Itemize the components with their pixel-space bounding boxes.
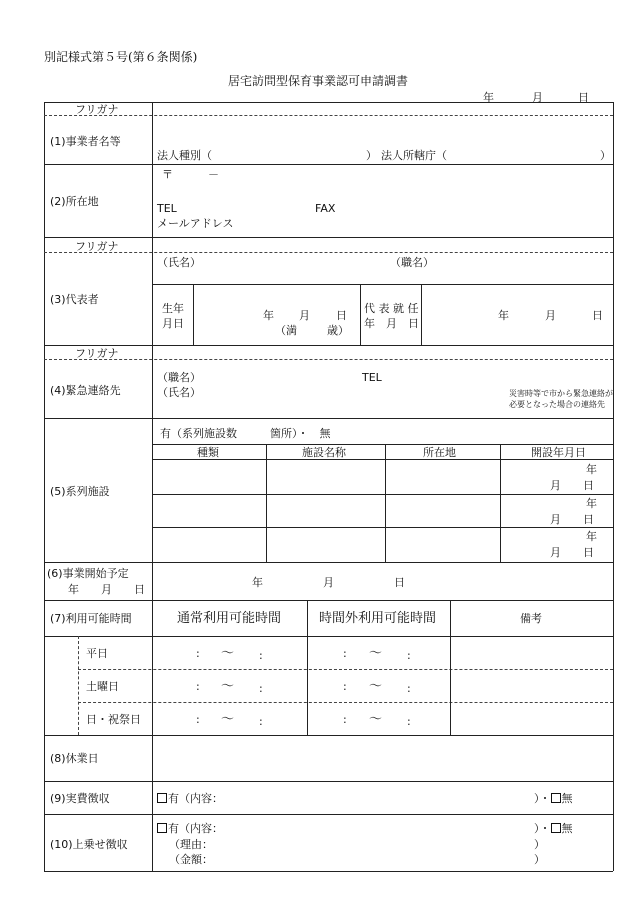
emergency-note-2: 必要となった場合の連絡先 — [509, 400, 605, 409]
row1-bottom — [44, 164, 613, 165]
row3-bottom — [44, 345, 613, 346]
actual-cost-no-label: 無 — [561, 792, 573, 805]
furigana-label-1: フリガナ — [75, 103, 119, 116]
emergency-note-1: 災害時等で市から緊急連絡が — [509, 389, 613, 398]
actual-cost-yes-label: 有（内容： — [168, 792, 223, 805]
row7-col-divider-1 — [307, 600, 308, 735]
appointed-month: 月 — [545, 309, 556, 322]
row2-bottom — [44, 237, 613, 238]
postal-mark: 〒 — [162, 168, 173, 181]
table-left-border — [44, 102, 45, 871]
row5-header-bottom — [152, 459, 613, 460]
corp-type-close: ） — [366, 149, 377, 162]
holiday-overtime-tilde: 〜 — [369, 712, 383, 727]
saturday-overtime-tilde: 〜 — [369, 679, 383, 694]
row4-bottom — [44, 418, 613, 419]
weekday-normal-tilde: 〜 — [221, 646, 235, 661]
row8-bottom — [44, 781, 613, 782]
table-right-border — [613, 102, 614, 871]
actual-cost-yes-checkbox[interactable] — [157, 793, 167, 803]
appointed-year: 年 — [498, 309, 509, 322]
birth-month: 月 — [299, 309, 310, 322]
row1-label: (1)事業者名等 — [50, 135, 121, 148]
table-bottom-border — [44, 871, 613, 872]
label-column-divider — [152, 102, 153, 871]
holiday-overtime-start: : — [343, 713, 347, 726]
surcharge-yes-label: 有（内容： — [168, 822, 223, 835]
affiliated-row1-year: 年 — [586, 463, 597, 476]
affiliated-row1-monthday: 月 日 — [550, 479, 594, 492]
surcharge-amount-close: ） — [534, 853, 545, 866]
birth-label-1: 生年 — [162, 302, 184, 315]
row6-label-2: 年 月 日 — [68, 583, 145, 596]
row5-col-divider-3 — [500, 444, 501, 562]
furigana-3-divider — [44, 359, 613, 360]
row5-sub-2 — [152, 527, 613, 528]
weekday-overtime-end: : — [407, 649, 411, 662]
row3-appointed-left — [360, 284, 361, 345]
row7-label: (7)利用可能時間 — [50, 612, 132, 625]
row5-bottom — [44, 562, 613, 563]
form-title: 居宅訪問型保育事業認可申請調書 — [228, 74, 409, 88]
holiday-overtime-end: : — [407, 715, 411, 728]
surcharge-reason-close: ） — [534, 838, 545, 851]
actual-cost-no-checkbox[interactable] — [551, 793, 561, 803]
weekday-overtime-start: : — [343, 647, 347, 660]
row4-label: (4)緊急連絡先 — [50, 384, 121, 397]
saturday-normal-end: : — [259, 682, 263, 695]
weekday-label: 平日 — [86, 647, 108, 660]
saturday-overtime-start: : — [343, 680, 347, 693]
authority-close: ） — [600, 149, 611, 162]
row6-label-1: (6)事業開始予定 — [47, 567, 129, 580]
tel-label: TEL — [157, 202, 177, 215]
corp-type-label: 法人種別（ — [157, 149, 212, 162]
emergency-position-label: （職名） — [157, 371, 201, 384]
table-top-border — [44, 102, 613, 103]
row5-sub-1 — [152, 494, 613, 495]
start-day: 日 — [394, 576, 405, 589]
appointed-label-1: 代 表 就 任 — [364, 302, 419, 315]
header-date-month: 月 — [532, 91, 543, 104]
holiday-label: 日・祝祭日 — [86, 713, 141, 726]
emergency-tel-label: TEL — [362, 371, 382, 384]
saturday-overtime-end: : — [407, 682, 411, 695]
row7-bottom — [44, 735, 613, 736]
row3-birth-divider — [193, 284, 194, 345]
rep-position-label: （職名） — [390, 256, 434, 269]
start-month: 月 — [323, 576, 334, 589]
surcharge-yes — [157, 822, 223, 835]
furigana-2-divider — [44, 252, 613, 253]
furigana-1-divider — [44, 115, 613, 116]
emergency-name-label: （氏名） — [157, 386, 201, 399]
authority-label: 法人所轄庁（ — [381, 149, 447, 162]
actual-cost-yes — [157, 792, 223, 805]
row3-appointed-right — [421, 284, 422, 345]
postal-dash: － — [208, 168, 219, 181]
affiliated-col-type: 種類 — [197, 446, 219, 459]
row5-header-top — [152, 444, 613, 445]
weekday-overtime-tilde: 〜 — [369, 646, 383, 661]
col-normal-hours: 通常利用可能時間 — [177, 611, 282, 626]
affiliated-row3-monthday: 月 日 — [550, 546, 594, 559]
appointed-label-2: 年 月 日 — [364, 317, 419, 330]
surcharge-amount: （金額： — [169, 853, 213, 866]
affiliated-col-opened: 開設年月日 — [531, 446, 586, 459]
row5-col-divider-1 — [266, 444, 267, 562]
age-close: 歳） — [327, 324, 349, 337]
surcharge-close-no: ）・ — [534, 822, 551, 835]
weekday-normal-start: : — [196, 647, 200, 660]
col-remarks: 備考 — [520, 612, 542, 625]
row3-label: (3)代表者 — [50, 293, 99, 306]
actual-cost-close: ）・ — [534, 792, 551, 805]
row5-col-divider-2 — [385, 444, 386, 562]
surcharge-no-label: 無 — [561, 822, 573, 835]
birth-label-2: 月日 — [162, 317, 184, 330]
actual-cost-no — [534, 792, 573, 805]
row8-label: (8)休業日 — [50, 752, 99, 765]
row9-bottom — [44, 814, 613, 815]
header-date-year: 年 — [483, 91, 494, 104]
row2-label: (2)所在地 — [50, 195, 99, 208]
rep-name-label: （氏名） — [157, 256, 201, 269]
holiday-normal-start: : — [196, 713, 200, 726]
row7-header-bottom — [44, 636, 613, 637]
surcharge-no — [534, 822, 573, 835]
email-label: メールアドレス — [157, 217, 234, 230]
row5-label: (5)系列施設 — [50, 485, 110, 498]
affiliated-row3-year: 年 — [586, 530, 597, 543]
row7-weekday-bottom — [78, 669, 613, 670]
row7-saturday-bottom — [78, 702, 613, 703]
holiday-normal-tilde: 〜 — [221, 712, 235, 727]
birth-year: 年 — [263, 309, 274, 322]
row7-day-column-divider — [78, 636, 79, 735]
row7-col-divider-2 — [450, 600, 451, 735]
furigana-label-3: フリガナ — [75, 347, 119, 360]
furigana-label-2: フリガナ — [75, 240, 119, 253]
fax-label: FAX — [315, 202, 336, 215]
appointed-day: 日 — [592, 309, 603, 322]
col-overtime-hours: 時間外利用可能時間 — [319, 611, 437, 626]
row10-label: (10)上乗せ徴収 — [50, 838, 128, 851]
affiliated-row2-monthday: 月 日 — [550, 513, 594, 526]
start-year: 年 — [252, 576, 263, 589]
row3-inner-line — [152, 284, 613, 285]
surcharge-reason: （理由： — [169, 838, 213, 851]
header-date-day: 日 — [578, 91, 589, 104]
holiday-normal-end: : — [259, 715, 263, 728]
row9-label: (9)実費徴収 — [50, 792, 110, 805]
affiliated-col-address: 所在地 — [423, 446, 456, 459]
affiliated-presence: 有（系列施設数 箇所）・ 無 — [160, 427, 331, 440]
surcharge-no-checkbox[interactable] — [551, 823, 561, 833]
age-open: （満 — [275, 324, 297, 337]
saturday-label: 土曜日 — [86, 680, 119, 693]
saturday-normal-tilde: 〜 — [221, 679, 235, 694]
weekday-normal-end: : — [259, 649, 263, 662]
form-number: 別記様式第５号(第６条関係) — [44, 50, 198, 64]
birth-day: 日 — [336, 309, 347, 322]
row6-bottom — [44, 600, 613, 601]
affiliated-row2-year: 年 — [586, 497, 597, 510]
affiliated-col-name: 施設名称 — [302, 446, 346, 459]
surcharge-yes-checkbox[interactable] — [157, 823, 167, 833]
saturday-normal-start: : — [196, 680, 200, 693]
